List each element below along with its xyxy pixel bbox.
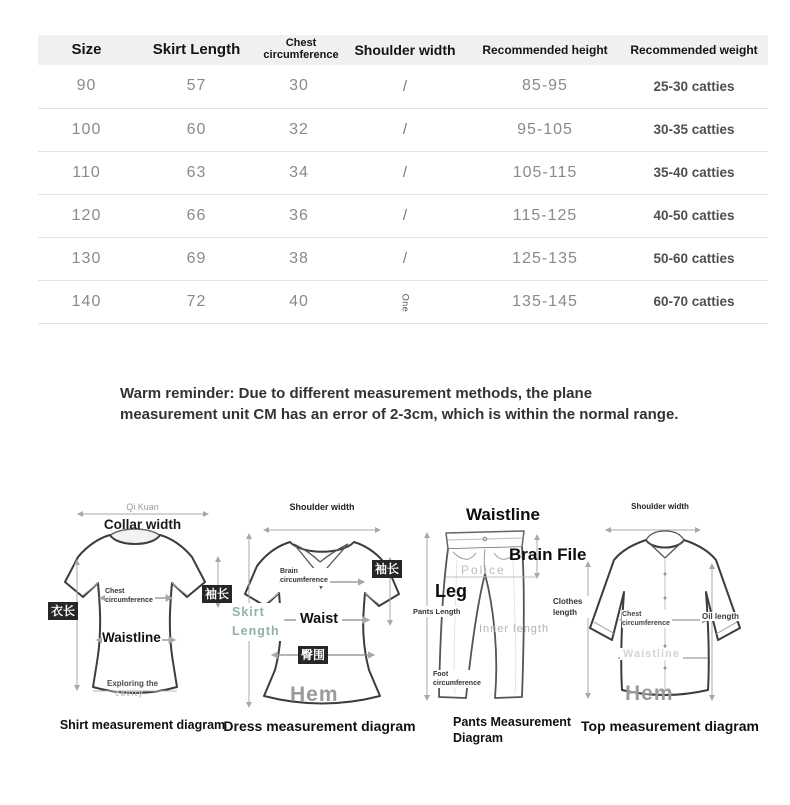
cell-height: 135-145 [470,280,620,323]
shirt-collar-width-cn-label: Qi Kuan [126,502,159,512]
dress-bust-label: Brain circumference [280,568,330,586]
cell-weight: 35-40 catties [620,151,768,194]
cell-height: 105-115 [470,151,620,194]
size-table [38,35,768,324]
col-header-skirt-length: Skirt Length [152,41,241,59]
cell-skirt-length: 66 [135,194,258,237]
pants-waistline-label: Waistline [466,505,540,524]
cell-size: 90 [38,65,135,108]
cell-size: 120 [38,194,135,237]
cell-height: 85-95 [470,65,620,108]
pants-rise-label: Brain File [509,545,587,564]
col-header-chest: Chest circumference [263,37,339,61]
shirt-hem-note-line2: cavity [115,689,144,698]
cell-skirt-length: 63 [135,151,258,194]
col-header-size: Size [71,41,102,59]
col-header-weight: Recommended weight [630,42,758,57]
top-shoulder-width-label: Shoulder width [631,502,689,511]
cell-skirt-length: 69 [135,237,258,280]
cell-shoulder: / [340,237,470,280]
cell-size: 100 [38,108,135,151]
pants-inner-length-label: Inner length [479,623,550,635]
top-chest-label: Chest circumference [622,610,672,628]
table-row [38,151,768,194]
pants-diagram-caption: Pants Measurement Diagram [453,715,572,745]
table-row [38,194,768,237]
top-oil-length-label: Oil length [702,612,739,621]
shirt-waistline-label: Waistline [102,630,161,645]
table-row [38,65,768,108]
cell-skirt-length: 57 [135,65,258,108]
dress-waist-label: Waist [296,611,342,627]
dress-diagram [222,500,417,750]
pants-diagram [413,500,587,750]
table-row [38,237,768,280]
top-diagram [553,500,770,750]
top-clothes-length-label: Clothes length [553,596,589,618]
rotated-one-text: One [399,293,410,312]
shirt-diagram [45,500,240,750]
measurement-diagrams [0,500,790,760]
cell-height: 95-105 [470,108,620,151]
cell-shoulder: / [340,65,470,108]
dress-hem-label: Hem [290,683,339,706]
pants-length-label: Pants Length [413,607,461,616]
pants-hip-label: Police [461,563,506,577]
shirt-collar-width-label: Collar width [103,517,182,532]
cell-skirt-length: 60 [135,108,258,151]
cell-chest: 36 [258,194,340,237]
cell-chest: 40 [258,280,340,323]
dress-diagram-caption: Dress measurement diagram [223,718,416,734]
dress-hip-box: 臀围 [298,646,328,664]
cell-chest: 32 [258,108,340,151]
top-hem-label: Hem [625,682,674,705]
dress-shoulder-width-label: Shoulder width [289,502,355,512]
cell-weight: 40-50 catties [620,194,768,237]
cell-chest: 30 [258,65,340,108]
cell-weight: 60-70 catties [620,280,768,323]
cell-weight: 50-60 catties [620,237,768,280]
pants-leg-label: Leg [435,581,468,601]
cell-size: 130 [38,237,135,280]
shirt-sleeve-length-box: 袖长 [202,585,232,603]
dress-sleeve-length-box: 袖长 [372,560,402,578]
warm-reminder-text: Warm reminder: Due to different measurement methods, the plane measurement unit CM has an error of 2-3cm, which is within the normal range. [120,385,679,423]
table-row [38,108,768,151]
table-header-row [38,35,768,65]
cell-shoulder: / [340,194,470,237]
dress-skirt-length-label: Skirt Length [232,603,284,641]
cell-chest: 34 [258,151,340,194]
cell-skirt-length: 72 [135,280,258,323]
cell-height: 125-135 [470,237,620,280]
cell-shoulder: / [340,151,470,194]
cell-weight: 25-30 catties [620,65,768,108]
cell-size: 140 [38,280,135,323]
top-diagram-caption: Top measurement diagram [581,718,759,734]
pants-foot-circumference-label: Foot circumference [433,671,481,688]
cell-shoulder [340,280,470,323]
cell-height: 115-125 [470,194,620,237]
shirt-hem-note-line1: Exploring the [107,679,159,688]
cell-shoulder: / [340,108,470,151]
top-waistline-label: Waistline [620,648,683,660]
cell-weight: 30-35 catties [620,108,768,151]
shirt-diagram-caption: Shirt measurement diagram [59,718,226,732]
col-header-height: Recommended height [482,42,608,57]
cell-chest: 38 [258,237,340,280]
cell-size: 110 [38,151,135,194]
shirt-garment-length-box: 衣长 [48,602,78,620]
table-row [38,280,768,323]
col-header-shoulder: Shoulder width [354,41,456,58]
shirt-chest-label: Chest circumference [105,588,155,606]
